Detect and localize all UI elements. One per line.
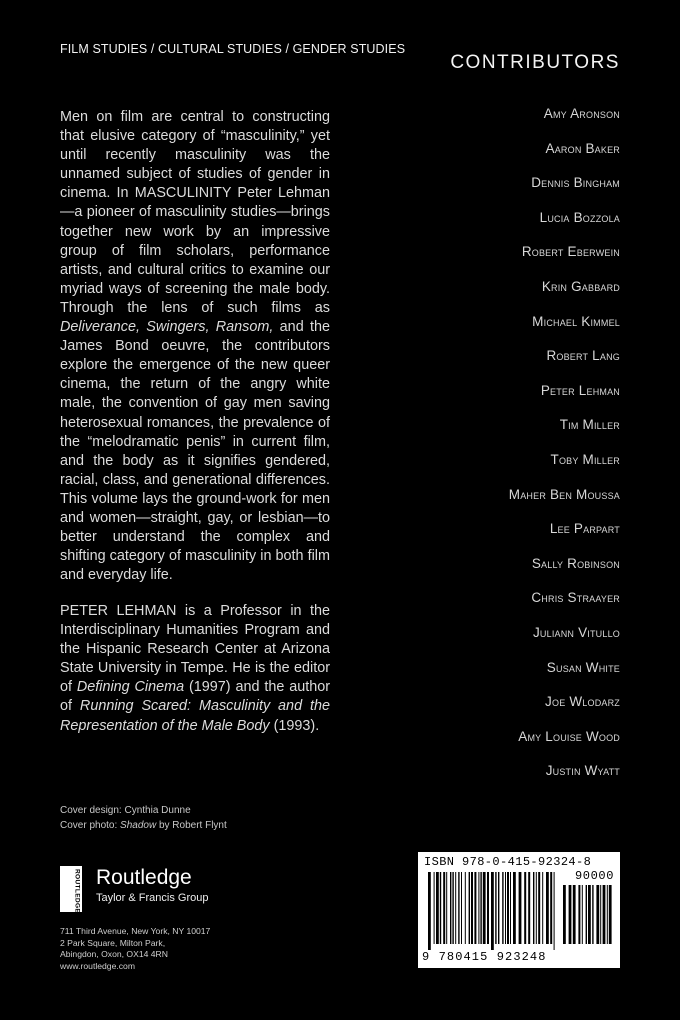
barcode-bar [491,872,494,950]
barcode-bar [569,885,572,944]
contributors-heading: CONTRIBUTORS [450,52,620,73]
barcode-bar [510,872,511,944]
barcode-bar [443,872,445,944]
barcode-bar [607,885,608,944]
contributors-list [509,106,620,798]
addon-barcode-bars [563,885,613,950]
photo-suffix: by Robert Flynt [156,820,227,831]
publisher-group: Taylor & Francis Group [96,892,209,904]
barcode-bar [487,872,489,944]
barcode-bar [469,872,470,944]
book-description [60,108,330,585]
address-line: 711 Third Avenue, New York, NY 10017 [60,926,211,936]
bio-book-1: Defining Cinema [76,679,185,696]
contributor-item: Amy Louise Wood [518,728,620,744]
cover-design-credit: Cover design: Cynthia Dunne [60,805,191,816]
barcode-bar [592,885,593,944]
author-name: PETER LEHMAN [60,603,177,619]
category-label: FILM STUDIES / CULTURAL STUDIES / GENDER STUDIES [60,42,406,56]
photo-prefix: Cover photo: [60,820,121,831]
contributor-item: Robert Lang [546,348,620,364]
publisher-address [60,926,210,972]
contributor-item: Sally Robinson [531,555,620,571]
contributor-item: Aaron Baker [545,140,620,156]
barcode-bar [582,885,583,944]
barcode-bar [436,872,439,944]
barcode-bar [452,872,453,944]
isbn-label: ISBN 978-0-415-92324-8 [424,855,592,869]
barcode-bar [554,872,555,950]
contributor-item: Robert Eberwein [521,244,620,260]
contributor-item: Krin Gabbard [541,278,620,294]
barcode-bar [474,872,476,944]
photo-title: Shadow [120,820,157,831]
barcode-bar [507,872,509,944]
barcode-bar [538,872,540,944]
contributor-item: Justin Wyatt [545,763,620,779]
barcode-bar [528,872,530,944]
price-code: 90000 [574,869,614,883]
contributor-item: Joe Wlodarz [545,694,620,710]
contributor-item: Michael Kimmel [532,313,620,329]
publisher-name: Routledge [96,866,192,889]
barcode-bar [495,872,496,944]
barcode-bar [502,872,503,944]
cover-photo-credit [60,818,227,833]
barcode-bar [446,872,447,944]
barcode-bar [498,872,499,944]
barcode-bar [483,872,486,944]
blurb-part-3: and the James Bond oeuvre, the contributors explore the emergence of the new queer cinema, the return of the angry white male, the convention of gay men saving heterosexual romances, the prevalence of the “melodramatic penis” in current film, and the body as it signifies gendered, racial, class, and generational differences. This volume lays the ground-work for men and women—straight, gay, or lesbian—to better understand the complex and shifting category of masculinity in both film and everyday life. [60,319,331,584]
barcode-bar [573,885,576,944]
contributor-item: Lee Parpart [549,521,620,537]
barcode-bar [471,872,473,944]
contributor-item: Toby Miller [550,451,620,467]
address-line: 2 Park Square, Milton Park, [60,937,166,948]
contributor-item: Peter Lehman [540,382,620,398]
barcode-bar [563,885,566,944]
barcode-bar [519,872,522,944]
ean-number: 9 780415 923248 [422,950,547,964]
barcode-bar [465,872,466,944]
barcode-bar [546,872,549,944]
barcode-bar [505,872,506,944]
contributor-item: Lucia Bozzola [539,209,620,225]
barcode-bar [478,872,479,944]
barcode-bar [542,872,543,944]
barcode-bar [609,885,612,944]
contributor-item: Amy Aronson [543,106,620,121]
blurb-part-2: Peter Lehman—a pioneer of masculinity studies—brings together new work by an impressive group of film scholars, performance artists, and cultural critics to examine our myriad ways of screening the male body. Through the lens of such films as [60,185,330,316]
bio-part-2: (1997) and the author of [60,679,330,715]
cover-credits [60,803,227,833]
address-line: Abingdon, Oxon, OX14 4RN [60,949,168,960]
address-line: www.routledge.com [60,960,135,971]
barcode-bar [588,885,591,944]
publisher-logo [60,866,208,912]
barcode-bar [603,885,606,944]
contributor-item: Chris Straayer [531,590,620,606]
logo-vertical-text: ROUTLEDGE [73,869,81,912]
contributor-item: Tim Miller [559,417,620,433]
barcode-bar [586,885,587,944]
barcode-bar [450,872,451,944]
bio-part-3: (1993). [269,717,320,734]
barcode-bar [480,872,481,944]
barcode-bar [440,872,441,944]
contributor-item: Maher Ben Moussa [508,486,620,502]
barcode-bar [536,872,537,944]
book-title-caps: MASCULINITY [134,185,232,202]
barcode-bar [533,872,534,944]
bio-part-1: is a Professor in the Interdisciplinary Humanities Program and the Hispanic Research Center at Arizona State University in Tempe. He is the editor of [60,603,330,696]
barcode-bar [513,872,516,944]
barcode-bars [428,872,558,950]
barcode-bar [600,885,601,944]
barcode-bar [458,872,459,944]
barcode-bar [524,872,526,944]
author-bio [60,602,330,736]
routledge-logo-icon [60,866,82,912]
film-titles: Deliverance, Swingers, Ransom, [60,319,274,336]
blurb-part-1: Men on film are central to constructing that elusive category of “masculinity,” yet until recently masculinity was the unnamed subject of studies of gender in cinema. In [60,109,330,202]
barcode-bar [455,872,456,944]
barcode-bar [578,885,580,944]
barcode-bar [461,872,462,944]
bio-book-2: Running Scared: Masculinity and the Representation of the Male Body [60,698,330,734]
barcode-bar [550,872,552,944]
barcode-bar [428,872,431,950]
contributor-item: Dennis Bingham [531,175,620,191]
barcode-bar [596,885,599,944]
isbn-barcode [418,852,620,968]
contributor-item: Susan White [546,659,620,675]
contributor-item: Juliann Vitullo [532,624,620,640]
barcode-bar [434,872,435,944]
